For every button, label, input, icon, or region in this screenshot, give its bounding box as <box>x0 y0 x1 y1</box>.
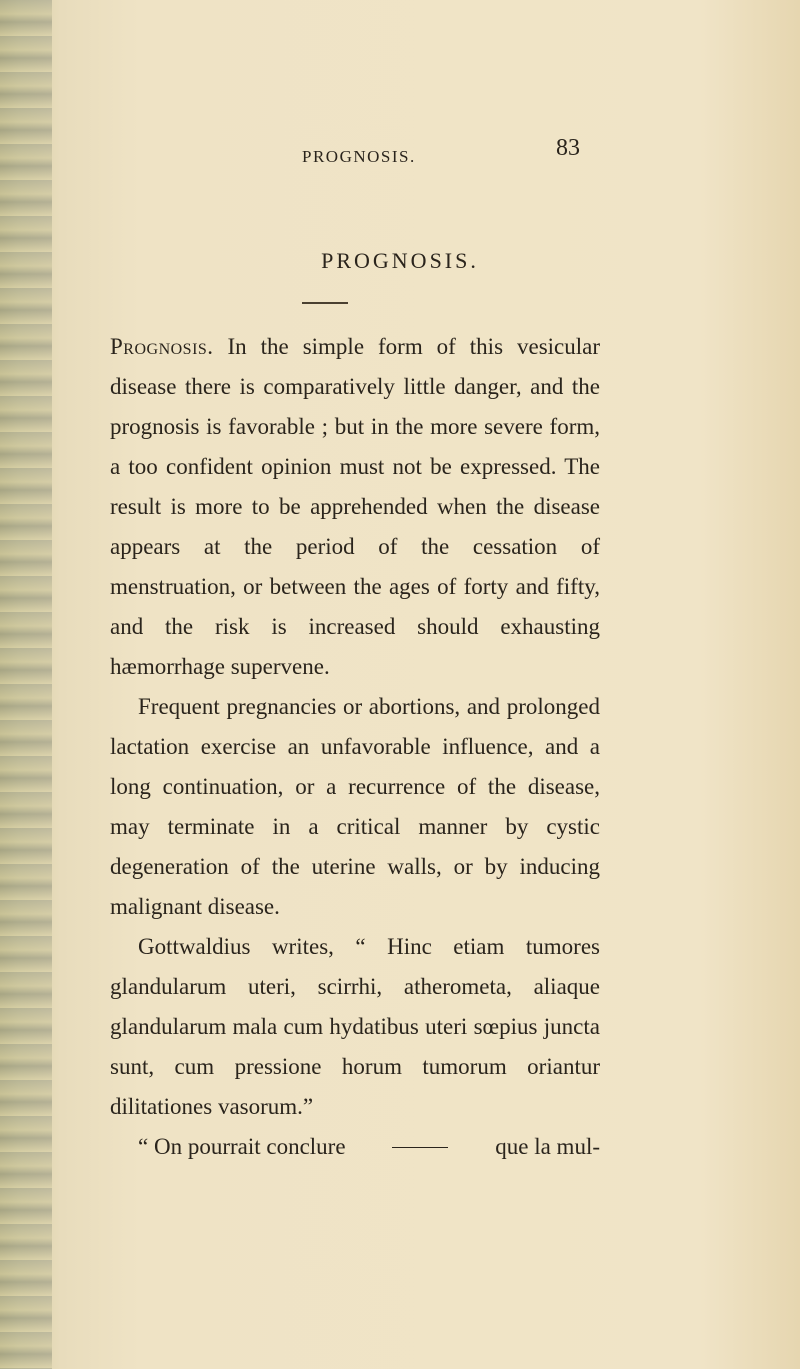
page-number: 83 <box>556 135 580 161</box>
paragraph-prognosis <box>110 327 600 687</box>
paragraph-gottwaldius: Gottwaldius writes, “ Hinc etiam tumores glandularum uteri, scirrhi, atherometa, aliaque glandularum mala cum hydatibus uteri sœpius juncta sunt, cum pressione horum tumorum oriantur dilitationes vasorum.” <box>110 934 600 1119</box>
quote-end: que la mul- <box>495 1134 600 1159</box>
paragraph-text: In the simple form of this vesicular disease there is comparatively little danger, and the prognosis is favorable ; but in the more severe form, a too confident opinion must not be expressed. The result is more to be apprehended when the disease appears at the period of the cessation of menstruation, or between the ages of forty and fifty, and the risk is increased should exhausting hæmorrhage supervene. <box>110 334 600 679</box>
quote-start: “ On pourrait conclure <box>138 1134 346 1159</box>
paragraph-lead: Prognosis. <box>110 334 214 359</box>
em-dash-rule <box>392 1147 448 1148</box>
paragraph-french-quote <box>110 1127 600 1167</box>
body-text <box>110 327 600 1167</box>
heading-rule <box>302 302 348 304</box>
running-head <box>0 135 800 175</box>
page-gutter-shadow <box>0 0 52 1369</box>
paragraph-pregnancies: Frequent pregnancies or abortions, and prolonged lactation exercise an unfavorable influence, and a long continuation, or a recurrence of the disease, may terminate in a critical manner by cystic degeneration of the uterine walls, or by inducing malignant disease. <box>110 694 600 919</box>
running-title: PROGNOSIS. <box>302 147 416 166</box>
section-heading: PROGNOSIS. <box>321 248 479 273</box>
